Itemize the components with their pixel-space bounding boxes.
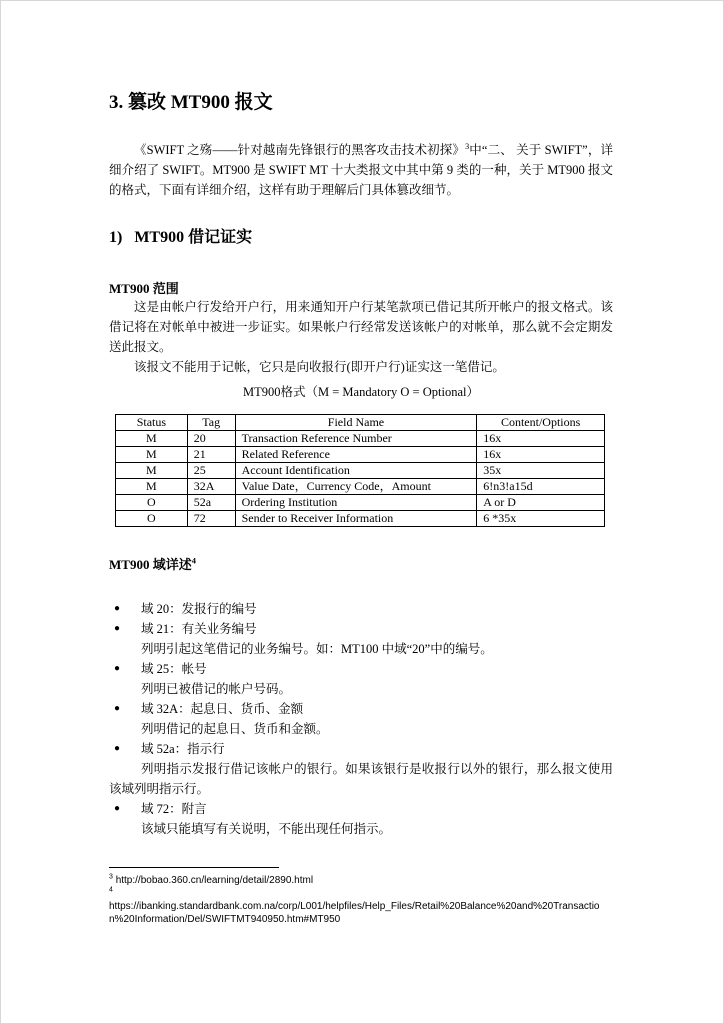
table-header-row (116, 415, 605, 431)
table-row (116, 511, 605, 527)
table-row (116, 479, 605, 495)
field-desc: 该域只能填写有关说明，不能出现任何指示。 (141, 822, 392, 836)
table-cell: 35x (477, 463, 605, 479)
field-item (109, 619, 613, 659)
field-desc: 列明借记的起息日、货币和金额。 (141, 722, 329, 736)
mt900-format-table (115, 414, 605, 527)
footnote-ref-4: 4 (191, 555, 196, 566)
field-label-text: 域 25：帐号 (141, 662, 207, 676)
field-desc: 列明引起这笔借记的业务编号。如：MT100 中域“20”中的编号。 (141, 642, 493, 656)
table-cell: M (116, 431, 188, 447)
field-desc: 列明指示发报行借记该帐户的银行。如果该银行是收报行以外的银行，那么报文使用该域列明指示行。 (109, 762, 613, 796)
scope-paragraph-2: 该报文不能用于记帐，它只是向收报行(即开户行)证实这一笔借记。 (134, 360, 505, 374)
table-row (116, 431, 605, 447)
table-cell: Related Reference (235, 447, 477, 463)
table-cell: Account Identification (235, 463, 477, 479)
footnote-ref-3: 3 (465, 141, 470, 151)
table-row (116, 447, 605, 463)
table-cell: 72 (187, 511, 235, 527)
intro-text-before: 《SWIFT 之殇——针对越南先锋银行的黑客攻击技术初探》 (134, 143, 466, 157)
bullet-icon: ● (114, 703, 121, 714)
field-label (109, 739, 613, 759)
table-cell: 21 (187, 447, 235, 463)
table-header-cell: Field Name (235, 415, 477, 431)
table-cell: 16x (477, 431, 605, 447)
table-cell: Ordering Institution (235, 495, 477, 511)
details-heading (109, 557, 613, 573)
footnote-4-url: https://ibanking.standardbank.com.na/corp/L001/helpfiles/Help_Files/Retail%20Balance%20and%20Transaction%20Information/Del/SWIFTMT940950.htm#MT950 (109, 901, 600, 925)
details-heading-text: MT900 域详述 (109, 557, 192, 572)
table-cell: 20 (187, 431, 235, 447)
doc-title: 3. 篡改 MT900 报文 (109, 92, 273, 113)
table-cell: 25 (187, 463, 235, 479)
field-label (109, 799, 613, 819)
table-row (116, 463, 605, 479)
table-cell: 6!n3!a15d (477, 479, 605, 495)
field-label (109, 699, 613, 719)
table-cell: O (116, 511, 188, 527)
table-cell: Sender to Receiver Information (235, 511, 477, 527)
field-label-text: 域 20：发报行的编号 (141, 602, 257, 616)
field-item (109, 599, 613, 619)
scope-heading: MT900 范围 (109, 281, 179, 296)
field-label-text: 域 32A：起息日、货币、金额 (141, 702, 304, 716)
table-cell: M (116, 447, 188, 463)
table-row (116, 495, 605, 511)
table-cell: 32A (187, 479, 235, 495)
table-caption: MT900格式（M = Mandatory O = Optional） (243, 385, 479, 399)
field-desc: 列明已被借记的帐户号码。 (141, 682, 292, 696)
field-item (109, 739, 613, 799)
section1-text: MT900 借记证实 (134, 229, 253, 246)
field-list (109, 599, 613, 839)
footnote-4 (109, 887, 613, 926)
footnote-3-number: 3 (109, 873, 113, 881)
table-body (116, 431, 605, 527)
bullet-icon: ● (114, 663, 121, 674)
table-cell: O (116, 495, 188, 511)
table-cell: 52a (187, 495, 235, 511)
table-cell: 16x (477, 447, 605, 463)
section1-number: 1) (109, 229, 123, 246)
table-header-cell: Tag (187, 415, 235, 431)
field-label (109, 619, 613, 639)
section1-title (109, 228, 613, 247)
bullet-icon: ● (114, 603, 121, 614)
scope-paragraph-1: 这是由帐户行发给开户行，用来通知开户行某笔款项已借记其所开帐户的报文格式。该借记将在对帐单中被进一步证实。如果帐户行经常发送该帐户的对帐单，那么就不会定期发送此报文。 (109, 300, 613, 354)
intro-text-after: 中“二、 关于 SWIFT”，详细介绍了 SWIFT。MT900 是 SWIFT MT 十大类报文中其中第 9 类的一种，关于 MT900 报文的格式，下面有详细介绍，这样有助于理解后门具体篡改细节。 (109, 143, 613, 197)
table-cell: M (116, 463, 188, 479)
field-item (109, 799, 613, 839)
table-header-cell: Content/Options (477, 415, 605, 431)
footnotes (109, 874, 613, 926)
field-label (109, 659, 613, 679)
field-label-text: 域 21：有关业务编号 (141, 622, 257, 636)
field-label-text: 域 52a：指示行 (141, 742, 225, 756)
table-cell: Transaction Reference Number (235, 431, 477, 447)
field-item (109, 699, 613, 739)
table-cell: 6 *35x (477, 511, 605, 527)
intro-paragraph (109, 140, 613, 200)
table-cell: Value Date，Currency Code，Amount (235, 479, 477, 495)
field-label-text: 域 72：附言 (141, 802, 207, 816)
footnote-3-url: http://bobao.360.cn/learning/detail/2890.html (115, 875, 314, 886)
bullet-icon: ● (114, 803, 121, 814)
bullet-icon: ● (114, 623, 121, 634)
footnote-4-number: 4 (109, 886, 113, 894)
table-cell: M (116, 479, 188, 495)
field-item (109, 659, 613, 699)
table-cell: A or D (477, 495, 605, 511)
footnote-separator (109, 867, 279, 868)
table-header-cell: Status (116, 415, 188, 431)
bullet-icon: ● (114, 743, 121, 754)
field-label (109, 599, 613, 619)
footnote-3 (109, 874, 613, 887)
